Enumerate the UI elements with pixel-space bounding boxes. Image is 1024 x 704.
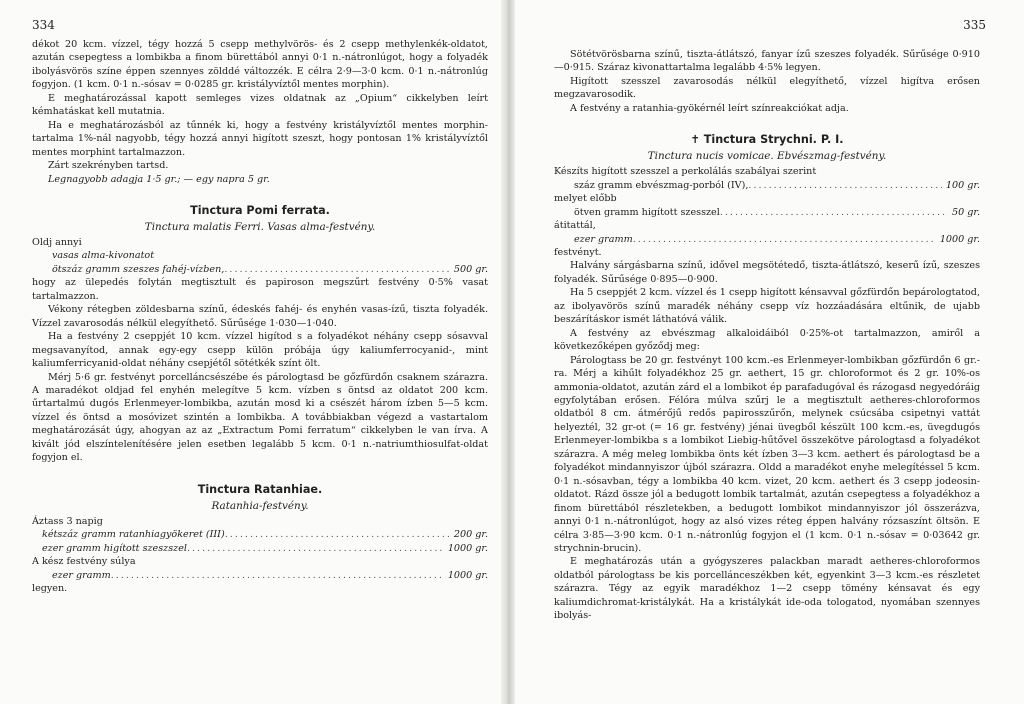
paragraph: Ha a festvény 2 cseppjét 10 kcm. vízzel higítod s a folyadékot néhány csepp sósavval megsavanyítod, annak egy-egy csepp külön próbája úgy kaliumferrocyanid-, mint kaliumferricyanid-oldat néhány csepjétől sötétkék színt ölt. (32, 331, 488, 370)
section-heading: ✝ Tinctura Strychni. P. I. (690, 133, 844, 147)
section-heading: Tinctura Ratanhiae. (197, 482, 323, 496)
paragraph: A festvény a ratanhia-gyökérnél leírt színreakciókat adja. (570, 102, 849, 114)
ingredient-label: ezer gramm (52, 569, 111, 581)
ingredient-amount: 200 gr. (453, 529, 488, 541)
page-number: 334 (32, 18, 55, 32)
section-heading: Tinctura Pomi ferrata. (190, 203, 330, 217)
recipe-ingredient-row (32, 528, 488, 541)
page-number: 335 (963, 18, 986, 32)
paragraph: Ha 5 cseppjét 2 kcm. vízzel és 1 csepp higított kénsavval gőzfürdőn bepárologtatod, az ibolyavörös színű maradék néhány csepp víz hozzáadására eltűnik, de ujabb beszárításkor ismét láthatóvá válik. (554, 287, 980, 326)
ingredient-label: ötven gramm higított szesszel (574, 206, 720, 218)
leader-dots (633, 233, 936, 246)
section-subheading: Tinctura nucis vomicae. Ebvészmag-festvény. (647, 150, 887, 163)
recipe-line: Áztass 3 napig (32, 515, 103, 527)
ingredient-amount: 1000 gr. (447, 569, 488, 581)
paragraph: Mérj 5·6 gr. festvényt porcelláncsészébe és párologtasd be gőzfürdőn csaknem szárazra. A maradékot oldjad fel enyhén melegítve 5 kcm. vízben s öntsd az oldatot 200 kcm. űrtartalmú dugós Erlenmeyer-lombikba, azután mosd ki a csészét három ízben 5—5 kcm. vízzel és öntsd a mosóvizet szintén a lombikba. A továbbiakban végezd a vastartalom meghatározását úgy, ahogyan az az „Extractum Pomi ferratum“ cikkelyben le van írva. A kivált jód elszíntelenítésére jelen esetben legalább 5 kcm. 0·1 n.-natriumthiosulfat-oldat fogyjon el. (32, 371, 488, 464)
section-subheading: Tinctura malatis Ferri. Vasas alma-festvény. (144, 220, 376, 233)
dosage-line: Legnagyobb adagja 1·5 gr.; — egy napra 5 gr. (48, 173, 270, 185)
recipe-line: A kész festvény súlya (32, 556, 136, 568)
recipe-line: Készíts higított szesszel a perkolálás szabályai szerint (554, 166, 817, 178)
ingredient-label: ötszáz gramm szeszes fahéj-vízben, (52, 263, 225, 275)
ingredient-label: száz gramm ebvészmag-porból (IV), (574, 179, 749, 191)
ingredient-label: ezer gramm (574, 233, 633, 245)
paragraph: Higított szesszel zavarosodás nélkül elegyíthető, vízzel higítva erősen megzavarosodik. (554, 75, 980, 101)
section-subheading: Ratanhia-festvény. (211, 499, 309, 512)
paragraph: Zárt szekrényben tartsd. (48, 160, 169, 172)
leader-dots (187, 542, 444, 555)
ingredient-amount: 500 gr. (453, 263, 488, 275)
ingredient-amount: 1000 gr. (447, 542, 488, 554)
paragraph: E meghatározás után a gyógyszeres palackban maradt aetheres-chloroformos oldatból párologtass be kis porcellánceszékben két, egyenkint 3—3 kcm.-es részletet szárazra. Tégy az egyik maradékhoz 1—2 csepp tömény kénsavat és egy kaliumdichromat-kristálykát. Ha a kristálykát ide-oda tologatod, nyomában szennyes ibolyás- (554, 556, 980, 622)
recipe-ingredient-row (32, 542, 488, 555)
paragraph: Ha e meghatározásból az tűnnék ki, hogy a festvény kristályvíztől mentes morphin-tartalma 1%-nál nagyobb, tégy hozzá annyi higított szeszt, hogy pontosan 1% kristályvíztől mentes morphint tartalmazzon. (32, 119, 488, 158)
recipe-line: átitattál, (554, 220, 596, 232)
leader-dots (720, 206, 948, 219)
paragraph: E meghatározással kapott semleges vizes oldatnak az „Opium“ cikkelyben leírt kémhatáskat kell mutatnia. (32, 92, 488, 118)
paragraph: Sötétvörösbarna színű, tiszta-átlátszó, fanyar ízű szeszes folyadék. Sűrűsége 0·910—0·915. Száraz kivonattartalma legalább 4·5% legyen. (554, 49, 980, 74)
ingredient-label: ezer gramm higított szeszszel (42, 542, 187, 554)
ingredient-amount: 1000 gr. (939, 233, 980, 245)
leader-dots (111, 569, 444, 582)
right-page (514, 0, 1024, 704)
paragraph: Vékony rétegben zöldesbarna színű, édeskés fahéj- és enyhén vasas-ízű, tiszta folyadék. Vízzel zavarosodás nélkül elegyíthető. Sűrűsége 1·030—1·040. (32, 304, 488, 329)
paragraph: hogy az ülepedés folytán megtisztult és papiroson megszűrt festvény 0·5% vasat tartalmazzon. (32, 277, 488, 302)
recipe-line: Oldj annyi (32, 236, 82, 248)
ingredient-label: kétszáz gramm ratanhiagyökeret (III) (42, 529, 225, 541)
leader-dots (224, 263, 450, 276)
ingredient-amount: 50 gr. (952, 206, 980, 218)
paragraph: Halvány sárgásbarna színű, idővel megsötétedő, tiszta-átlátszó, keserű ízű, szeszes folyadék. Sűrűsége 0·895—0·900. (554, 260, 980, 285)
recipe-line: festvényt. (554, 246, 602, 258)
recipe-ingredient-row (32, 569, 488, 582)
paragraph: dékot 20 kcm. vízzel, tégy hozzá 5 csepp methylvörös- és 2 csepp methylenkék-oldatot, azután csepegtess a lombikba a finom bürettából annyi 0·1 n.-nátronlúgot, hogy a folyadék ibolyásvörös színe éppen szennyes zölddé változzék. E célra 2·9—3·0 kcm. 0·1 n.-nátronlúg fogyjon. (1 kcm. 0·1 n.-sósav = 0·0285 gr. kristályvíztől mentes morphin). (32, 39, 488, 91)
recipe-ingredient-row (32, 263, 488, 276)
recipe-ingredient-row (554, 206, 980, 219)
left-page (0, 0, 506, 704)
recipe-line: vasas alma-kivonatot (52, 250, 155, 262)
paragraph: A festvény az ebvészmag alkaloidáiból 0·25%-ot tartalmazzon, amiről a következőképen győződj meg: (554, 327, 980, 353)
recipe-line: legyen. (32, 582, 68, 594)
leader-dots (225, 528, 450, 541)
paragraph: Párologtass be 20 gr. festvényt 100 kcm.-es Erlenmeyer-lombikban gőzfürdőn 6 gr.-ra. Mérj a kihűlt folyadékhoz 25 gr. aethert, 15 gr. chloroformot és 2 gr. 10%-os ammonia-oldatot, azután zárd el a lombikot ép parafadugóval és rázogasd negyedóráig egyfolytában erősen. Félóra múlva szűrj le a megtisztult aetheres-chloroformos oldatból 8 cm. átmérőjű redős papirosszűrőn, melynek csúcsába csipetnyi vattát helyeztél, 32 gr-ot (= 16 gr. festvény) jénai üvegből készült 100 kcm.-es, üvegdugós Erlenmeyer-lombikba s a lombikot Liebig-hűtővel összekötve párologtasd a folyadékot szárazra. A még meleg lombikba önts két ízben 3—3 kcm. aethert és párologtasd be a folyadékot mindannyiszor újból szárazra. Oldd a maradékot enyhe melegítéssel 5 kcm. 0·1 n.-sósavban, tégy a lombikba 40 kcm. vizet, 20 kcm. aethert és 3 csepp jodeosin-oldatot. Rázd össze jól a bedugott lombik tartalmát, azután csepegtess a folyadékhoz a finom bürettából részletekben, a bedugott lombikot mindannyiszor jól összerázva, annyi 0·1 n.-nátronlúgot, hogy az alsó vizes réteg éppen halvány rózsaszínt öltsön. E célra 3·85—3·90 kcm. 0·1 n.-nátronlúg fogyjon el (1 kcm. 0·1 n.-sósav = 0·03642 gr. strychnin-brucin). (554, 354, 980, 554)
leader-dots (748, 179, 942, 192)
recipe-ingredient-row (554, 233, 980, 246)
ingredient-amount: 100 gr. (945, 179, 980, 191)
recipe-line: melyet előbb (554, 193, 617, 205)
recipe-ingredient-row (554, 179, 980, 192)
